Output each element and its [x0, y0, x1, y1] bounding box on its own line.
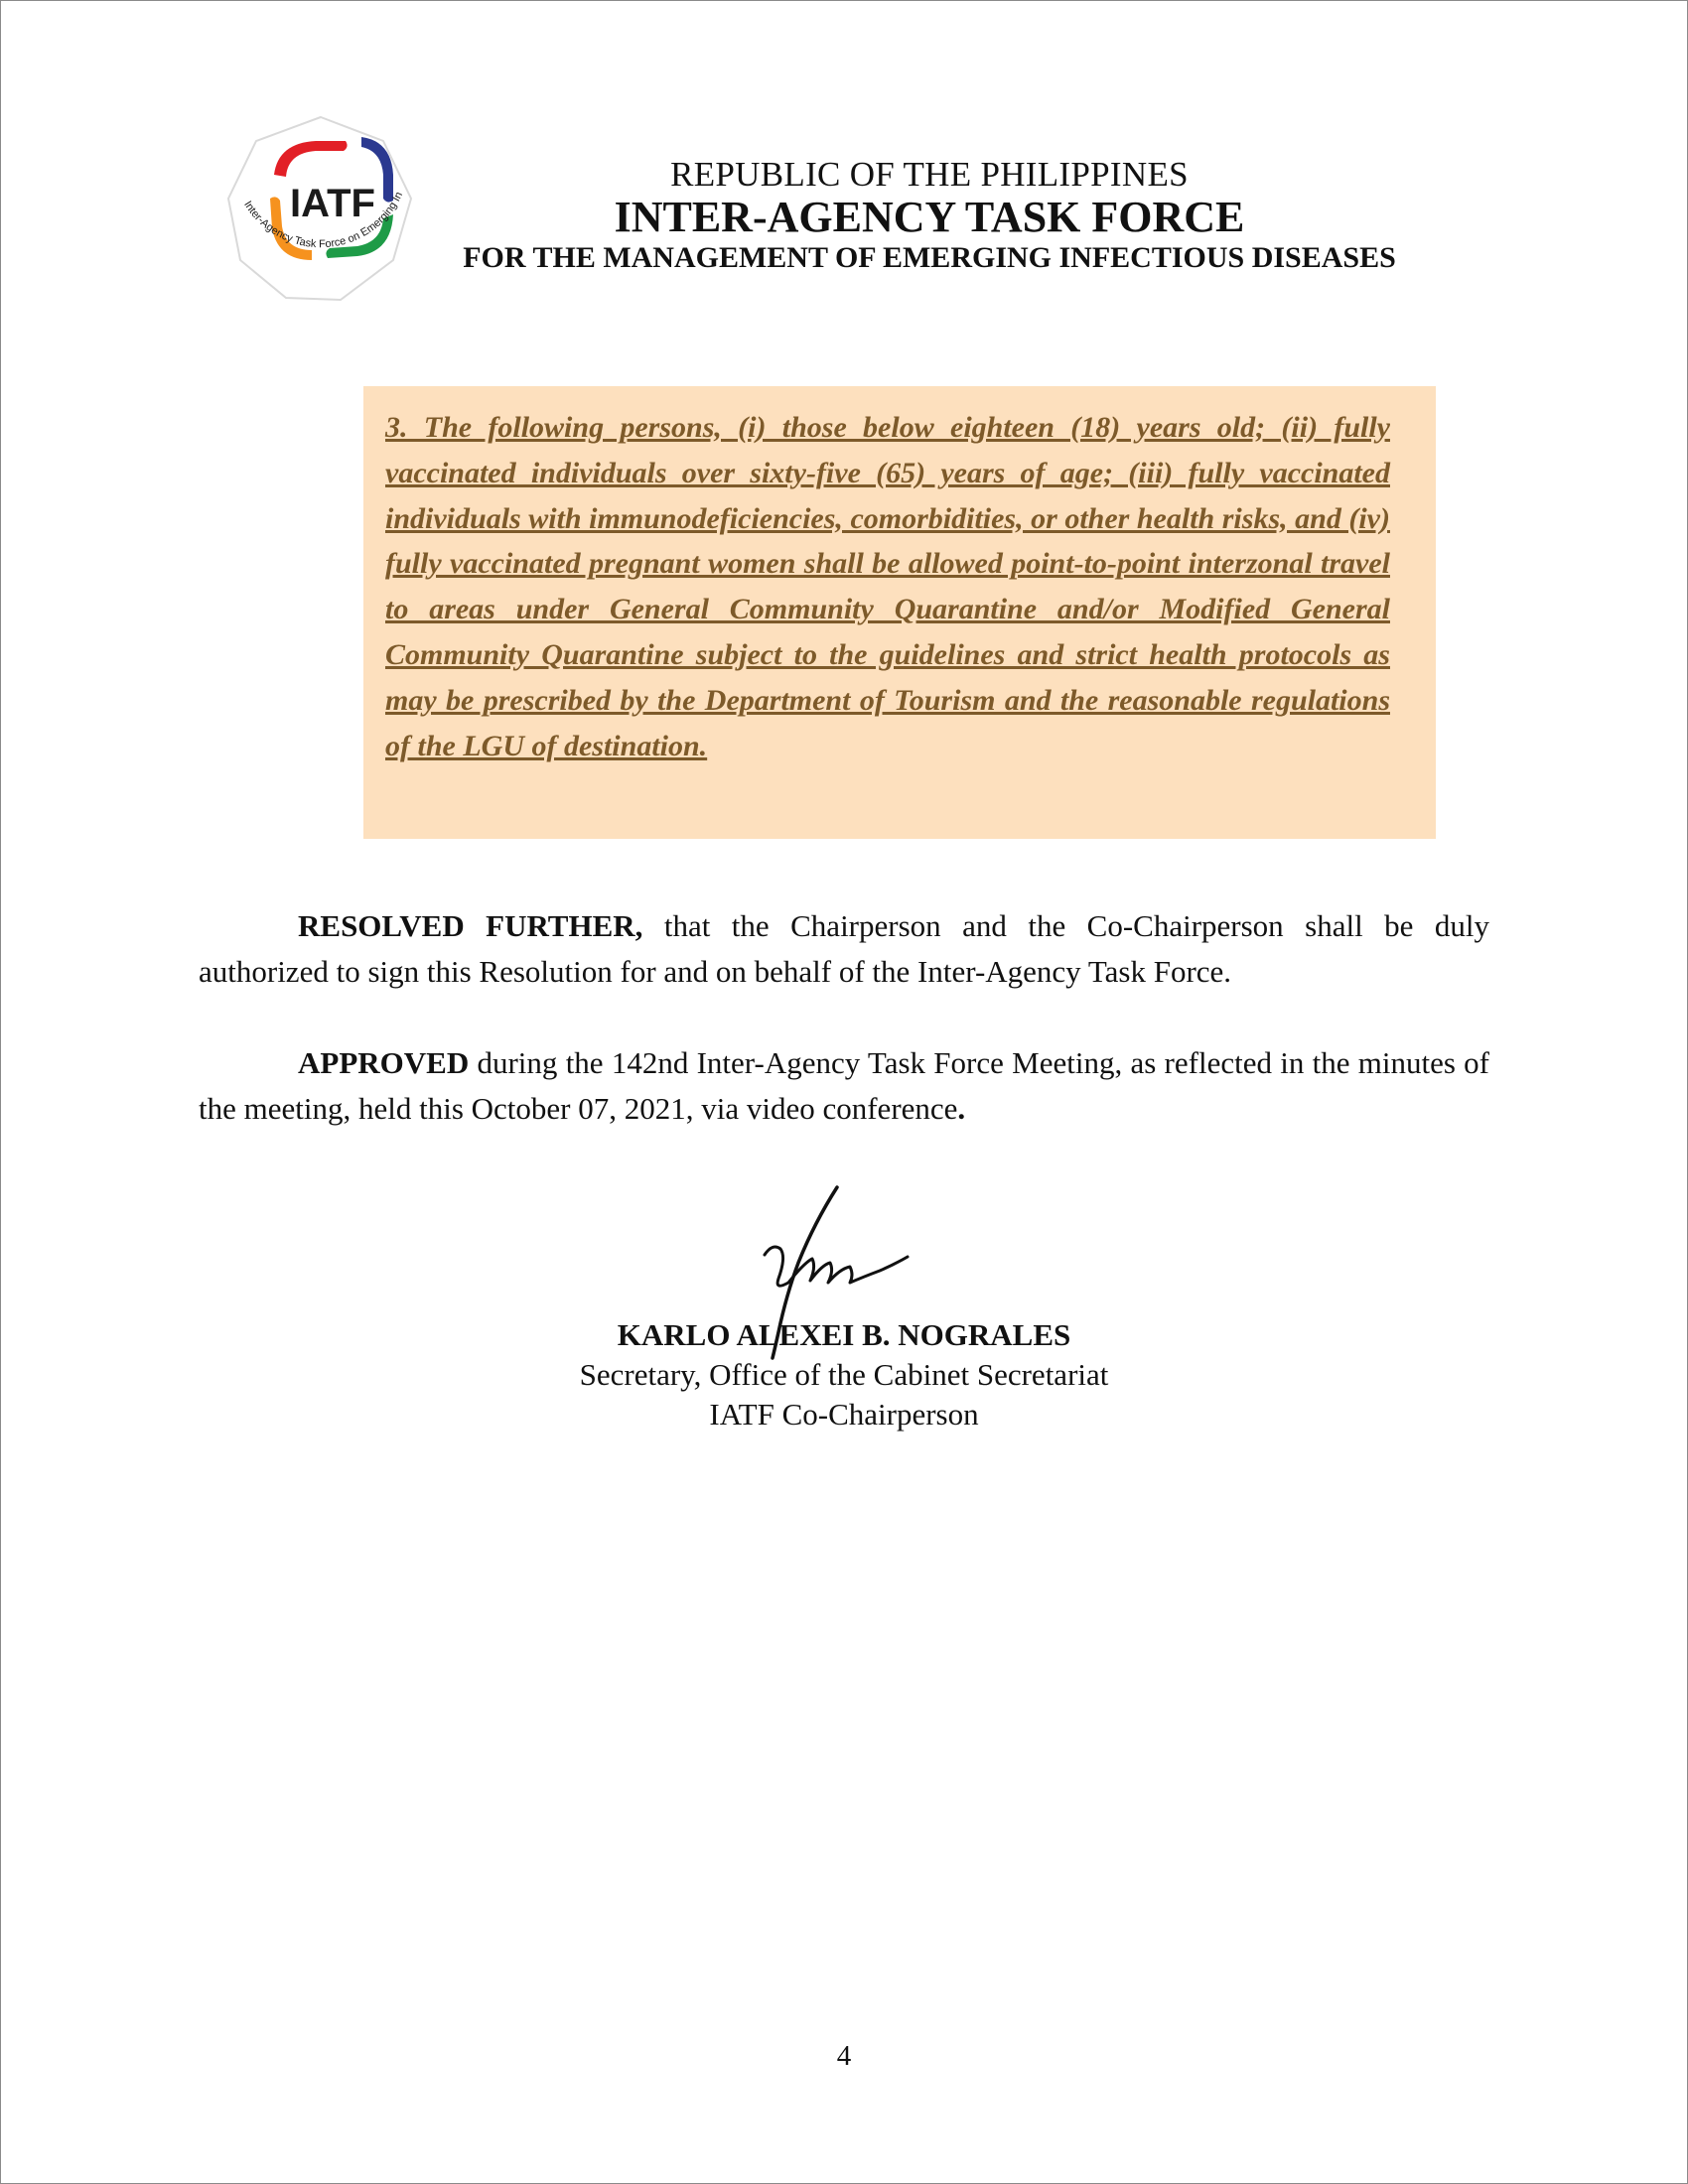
header-agency: INTER-AGENCY TASK FORCE — [614, 193, 1245, 241]
approved-end: . — [957, 1091, 966, 1126]
header-republic: REPUBLIC OF THE PHILIPPINES — [670, 155, 1189, 194]
signatory-name: KARLO ALEXEI B. NOGRALES — [617, 1317, 1071, 1352]
iatf-logo — [216, 111, 425, 320]
iatf-logo-graphic — [216, 111, 425, 320]
approved-paragraph — [199, 1040, 1489, 1132]
letterhead — [433, 155, 1426, 276]
logo-text: IATF — [290, 182, 375, 225]
resolved-further-lead: RESOLVED FURTHER, — [298, 908, 643, 943]
logo-ring-text: Inter-Agency Task Force on Emerging In — [241, 190, 406, 251]
amendment-highlight-box — [363, 386, 1436, 839]
header-subtitle: FOR THE MANAGEMENT OF EMERGING INFECTIOUS DISEASES — [463, 241, 1396, 274]
approved-body: during the 142nd Inter-Agency Task Force Meeting, as reflected in the minutes of the meeting, held this October 07, 2021, via video conference — [199, 1045, 1489, 1126]
signatory-title: Secretary, Office of the Cabinet Secretariat — [579, 1357, 1109, 1392]
resolved-further-body: that the Chairperson and the Co-Chairperson shall be duly authorized to sign this Resolution for and on behalf of the Inter-Agency Task Force. — [199, 908, 1489, 989]
amendment-text: 3. The following persons, (i) those below eighteen (18) years old; (ii) fully vaccinated individuals over sixty-five (65) years of age; (iii) fully vaccinated individuals with immunodeficiencies, comorbidities, or other health risks, and (iv) fully vaccinated pregnant women shall be allowed point-to-point interzonal travel to areas under General Community Quarantine and/or Modified General Community Quarantine subject to the guidelines and strict health protocols as may be prescribed by the Department of Tourism and the reasonable regulations of the LGU of destination. — [385, 411, 1390, 762]
resolved-further-paragraph — [199, 903, 1489, 995]
approved-lead: APPROVED — [298, 1045, 470, 1080]
page-number: 4 — [836, 2040, 852, 2072]
signatory-role: IATF Co-Chairperson — [709, 1397, 979, 1432]
signatory-block — [447, 1315, 1241, 1434]
